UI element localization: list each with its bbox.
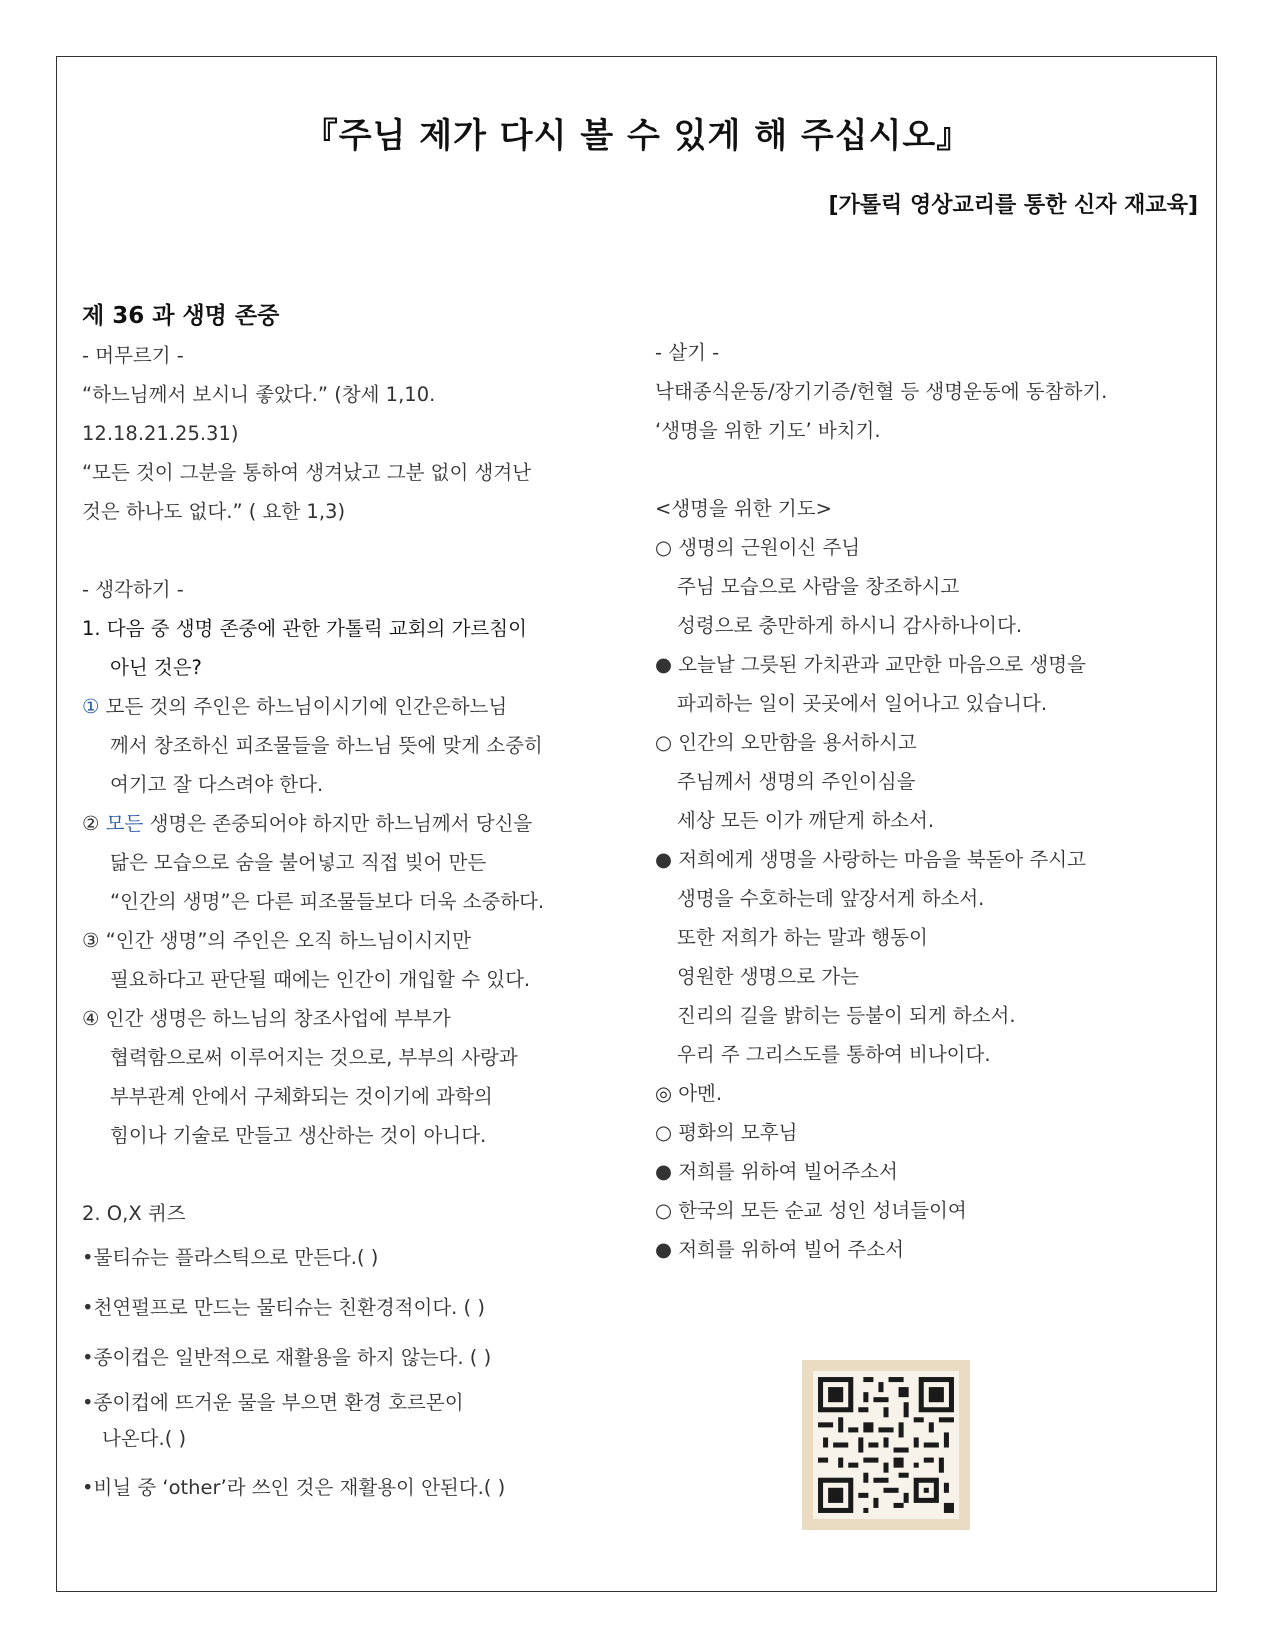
question-1: 1. 다음 중 생명 존중에 관한 가톨릭 교회의 가르침이: [82, 617, 527, 640]
quiz-item: •천연펄프로 만드는 물티슈는 친환경적이다. ( ): [82, 1296, 485, 1319]
prayer-line: ○ 평화의 모후님: [655, 1121, 798, 1144]
qr-code-graphic: [813, 1371, 959, 1519]
lesson-title: 제 36 과 생명 존중: [82, 303, 280, 329]
option-2-word: 모든: [105, 812, 144, 835]
qr-code-inner: [813, 1371, 959, 1519]
stay-line: “하느님께서 보시니 좋았다.” (창세 1,10.: [82, 383, 436, 406]
qr-code-icon[interactable]: [802, 1360, 970, 1530]
page-title: 『주님 제가 다시 볼 수 있게 해 주십시오』: [303, 116, 972, 156]
option-1-cont: 여기고 잘 다스려야 한다.: [110, 773, 324, 796]
quiz-item: •종이컵은 일반적으로 재활용을 하지 않는다. ( ): [82, 1346, 492, 1369]
prayer-line: 또한 저희가 하는 말과 행동이: [677, 926, 928, 949]
option-4-cont: 부부관계 안에서 구체화되는 것이기에 과학의: [110, 1085, 493, 1108]
option-1: ① 모든 것의 주인은 하느님이시기에 인간은하느님: [82, 695, 508, 718]
prayer-line: ● 저희를 위하여 빌어주소서: [655, 1160, 898, 1183]
live-line: ‘생명을 위한 기도’ 바치기.: [655, 419, 881, 442]
question-1-cont: 아닌 것은?: [110, 656, 202, 679]
live-line: 낙태종식운동/장기기증/헌혈 등 생명운동에 동참하기.: [655, 380, 1108, 403]
prayer-line: ● 저희를 위하여 빌어 주소서: [655, 1238, 905, 1261]
prayer-line: 파괴하는 일이 곳곳에서 일어나고 있습니다.: [677, 692, 1048, 715]
prayer-line: ○ 한국의 모든 순교 성인 성녀들이여: [655, 1199, 967, 1222]
prayer-line: 세상 모든 이가 깨닫게 하소서.: [677, 809, 935, 832]
question-2: 2. O,X 퀴즈: [82, 1202, 186, 1225]
prayer-line: 성령으로 충만하게 하시니 감사하나이다.: [677, 614, 1023, 637]
option-2: ② 모든 생명은 존중되어야 하지만 하느님께서 당신을: [82, 812, 533, 835]
section-stay-heading: - 머무르기 -: [82, 344, 184, 367]
prayer-line: ● 오늘날 그릇된 가치관과 교만한 마음으로 생명을: [655, 653, 1086, 676]
quiz-item: •비닐 중 ‘other’라 쓰인 것은 재활용이 안된다.( ): [82, 1476, 506, 1499]
option-1-mark: ①: [82, 695, 100, 718]
option-4-cont: 협력함으로써 이루어지는 것으로, 부부의 사랑과: [110, 1046, 518, 1069]
option-3: ③ “인간 생명”의 주인은 오직 하느님이시지만: [82, 929, 471, 952]
option-1-cont: 께서 창조하신 피조물들을 하느님 뜻에 맞게 소중히: [110, 734, 543, 757]
stay-line: “모든 것이 그분을 통하여 생겨났고 그분 없이 생겨난: [82, 461, 532, 484]
page-subtitle: [가톨릭 영상교리를 통한 신자 재교육]: [828, 193, 1198, 218]
prayer-title: <생명을 위한 기도>: [655, 497, 832, 520]
prayer-line: 주님 모습으로 사람을 창조하시고: [677, 575, 960, 598]
option-4: ④ 인간 생명은 하느님의 창조사업에 부부가: [82, 1007, 451, 1030]
prayer-line: ○ 인간의 오만함을 용서하시고: [655, 731, 917, 754]
option-4-cont: 힘이나 기술로 만들고 생산하는 것이 아니다.: [110, 1124, 487, 1147]
prayer-line: ◎ 아멘.: [655, 1082, 723, 1105]
prayer-line: 영원한 생명으로 가는: [677, 965, 859, 988]
quiz-item: •물티슈는 플라스틱으로 만든다.( ): [82, 1246, 379, 1269]
prayer-line: ● 저희에게 생명을 사랑하는 마음을 북돋아 주시고: [655, 848, 1086, 871]
section-live-heading: - 살기 -: [655, 341, 720, 364]
option-2-cont: 닮은 모습으로 숨을 불어넣고 직접 빚어 만든: [110, 851, 487, 874]
option-2-mark: ②: [82, 812, 100, 835]
prayer-line: 생명을 수호하는데 앞장서게 하소서.: [677, 887, 985, 910]
option-3-cont: 필요하다고 판단될 때에는 인간이 개입할 수 있다.: [110, 968, 531, 991]
prayer-line: ○ 생명의 근원이신 주님: [655, 536, 861, 559]
quiz-item-cont: 나온다.( ): [102, 1427, 187, 1450]
prayer-line: 진리의 길을 밝히는 등불이 되게 하소서.: [677, 1004, 1016, 1027]
quiz-item: •종이컵에 뜨거운 물을 부으면 환경 호르몬이: [82, 1391, 464, 1414]
prayer-line: 우리 주 그리스도를 통하여 비나이다.: [677, 1043, 991, 1066]
left-column: [82, 296, 622, 1513]
option-2-cont: “인간의 생명”은 다른 피조물들보다 더욱 소중하다.: [110, 890, 545, 913]
right-column: [655, 333, 1215, 1269]
stay-line: 12.18.21.25.31): [82, 422, 239, 445]
prayer-line: 주님께서 생명의 주인이심을: [677, 770, 916, 793]
section-think-heading: - 생각하기 -: [82, 578, 184, 601]
stay-line: 것은 하나도 없다.” ( 요한 1,3): [82, 500, 346, 523]
